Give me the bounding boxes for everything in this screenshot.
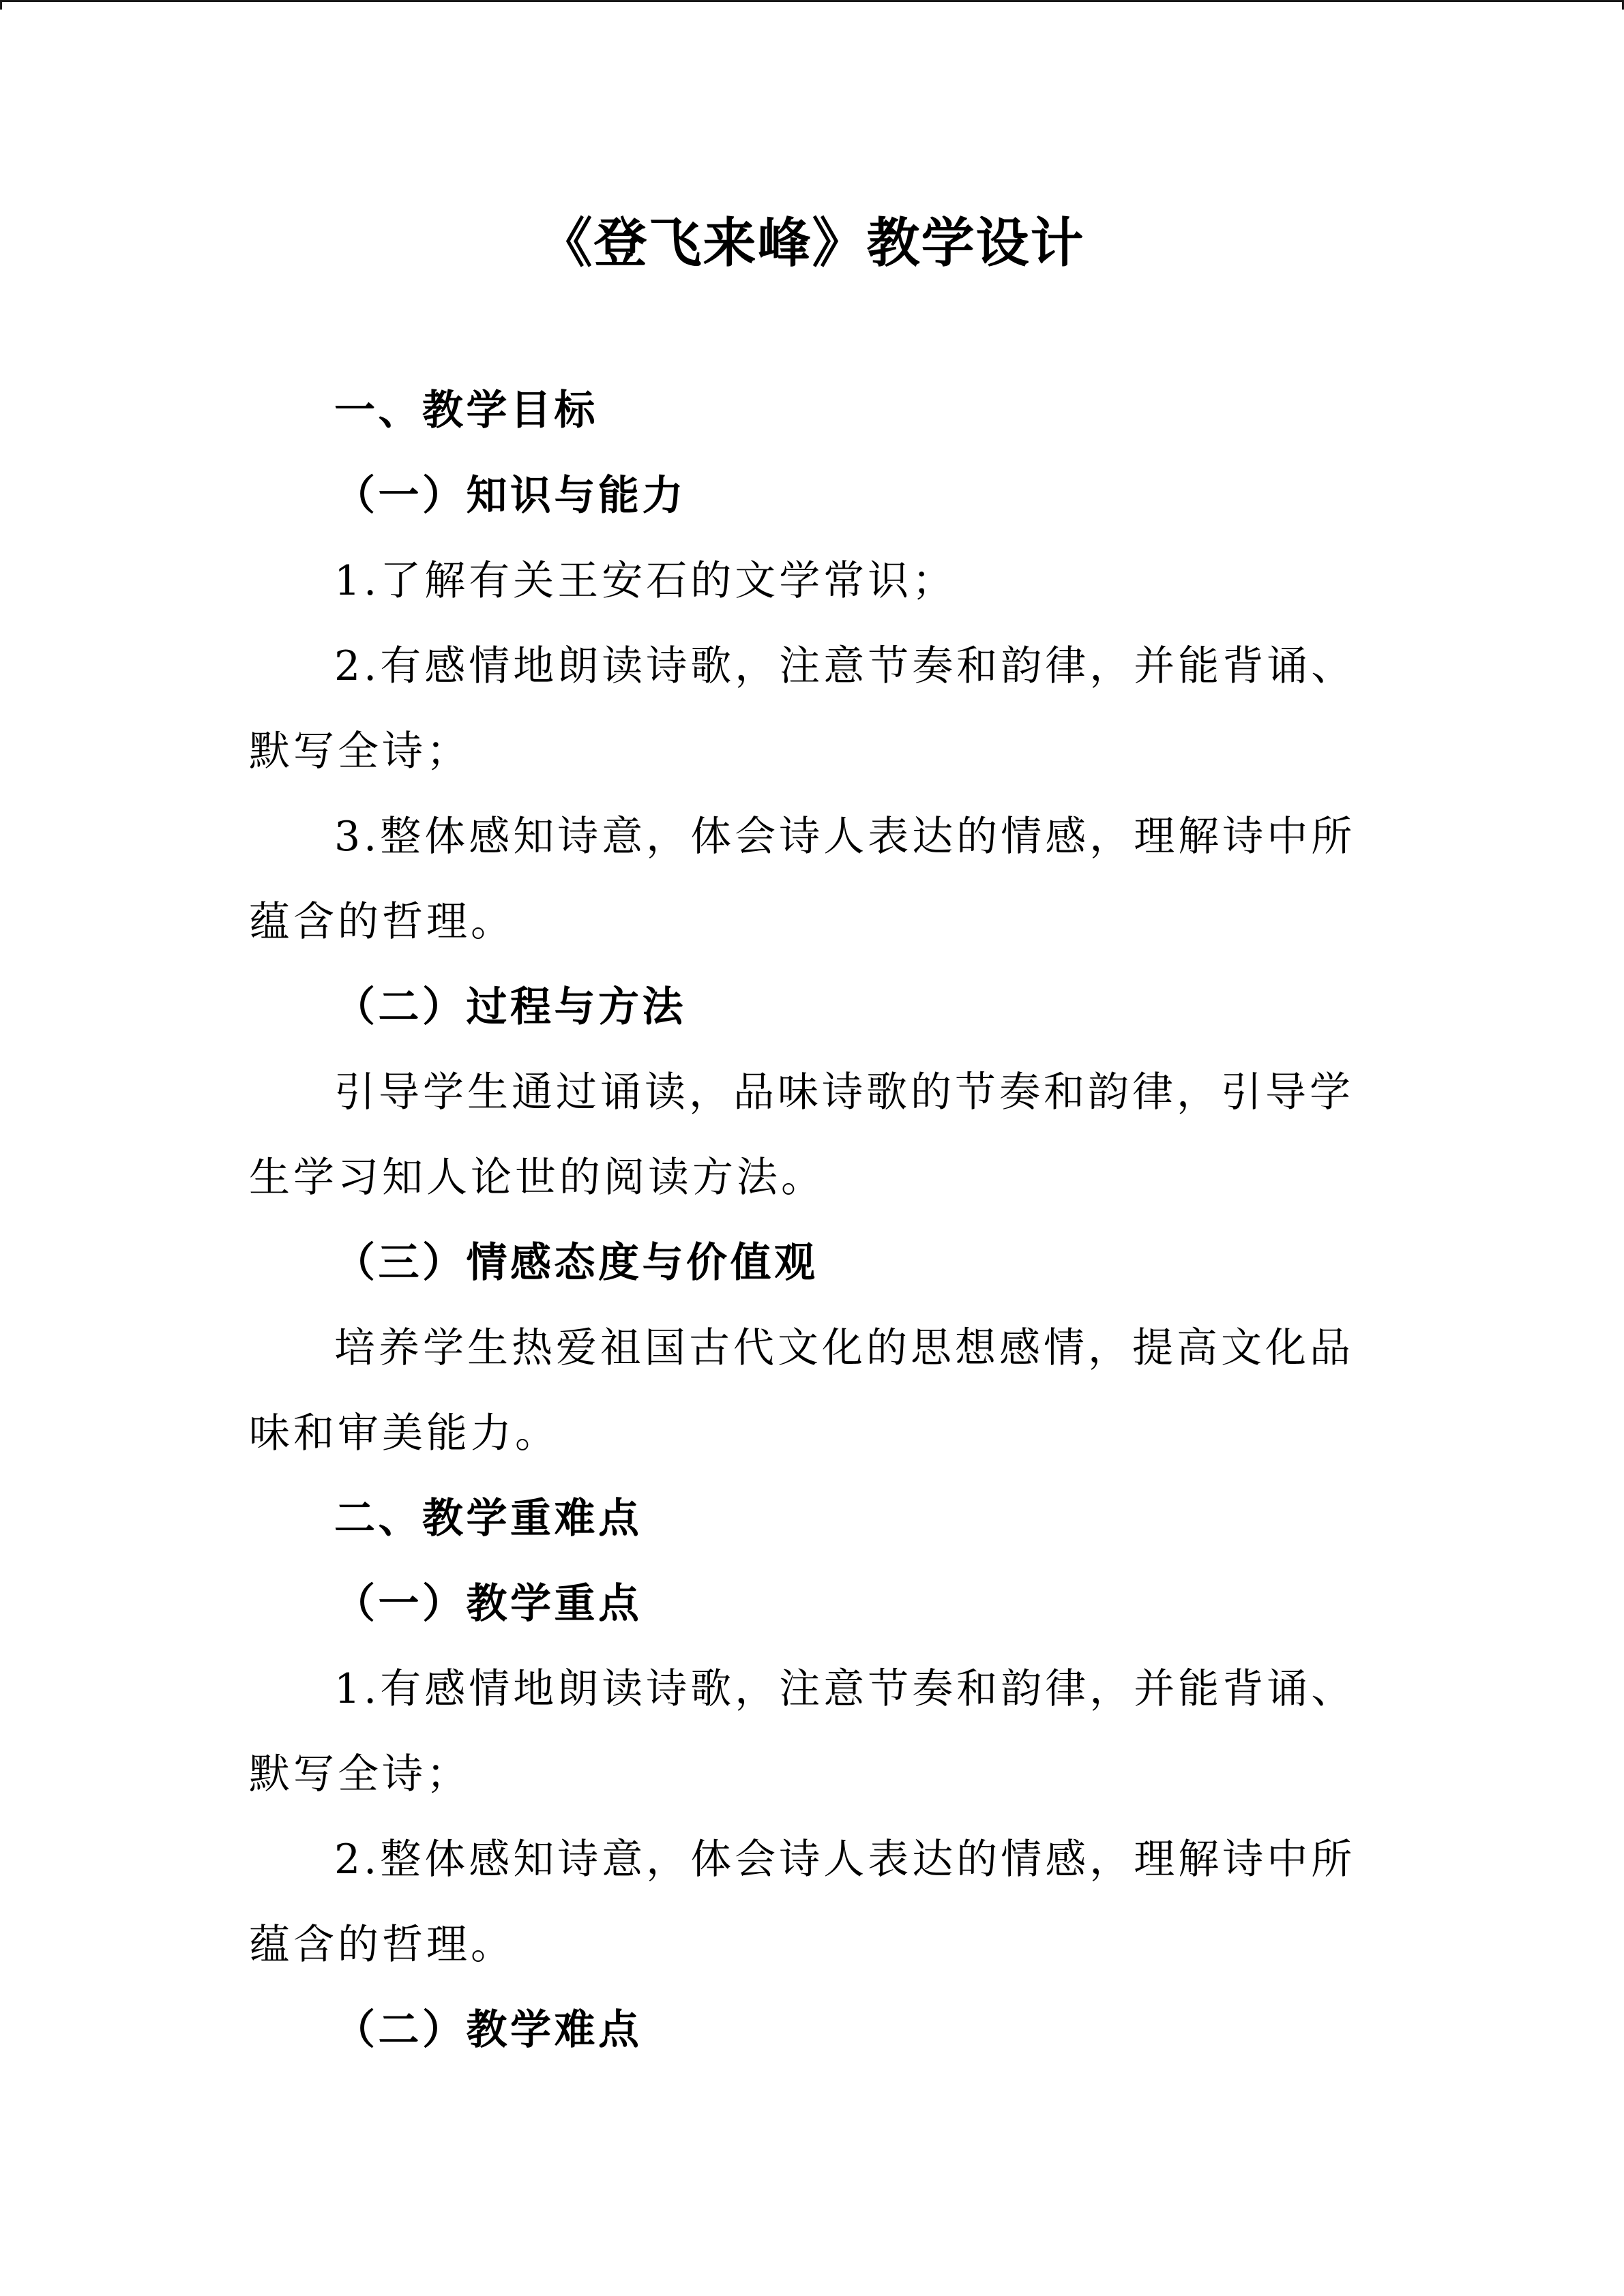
paragraph-line: 1.有感情地朗读诗歌，注意节奏和韵律，并能背诵、 xyxy=(334,1665,1356,1713)
page-top-border xyxy=(0,0,1624,2)
subsection-heading-attitude: （三）情感态度与价值观 xyxy=(334,1239,818,1287)
document-title: 《登飞来峰》教学设计 xyxy=(539,213,1085,274)
paragraph-line: 引导学生通过诵读，品味诗歌的节奏和韵律，引导学 xyxy=(334,1069,1354,1116)
paragraph-line: 默写全诗； xyxy=(249,1750,471,1798)
subsection-heading-process: （二）过程与方法 xyxy=(334,983,686,1031)
paragraph-line: 培养学生热爱祖国古代文化的思想感情，提高文化品 xyxy=(334,1324,1354,1372)
paragraph-line: 1.了解有关王安石的文学常识； xyxy=(334,557,957,605)
paragraph-line: 2.有感情地朗读诗歌，注意节奏和韵律，并能背诵、 xyxy=(334,642,1356,690)
subsection-heading-difficulty: （二）教学难点 xyxy=(334,2006,643,2054)
paragraph-line: 生学习知人论世的阅读方法。 xyxy=(249,1154,825,1202)
subsection-heading-key: （一）教学重点 xyxy=(334,1580,643,1628)
paragraph-line: 蕴含的哲理。 xyxy=(249,1921,515,1969)
paragraph-line: 蕴含的哲理。 xyxy=(249,898,515,946)
paragraph-line: 默写全诗； xyxy=(249,728,471,775)
page-left-corner-mark xyxy=(0,0,2,10)
subsection-heading-knowledge: （一）知识与能力 xyxy=(334,472,686,520)
paragraph-line: 3.整体感知诗意，体会诗人表达的情感，理解诗中所 xyxy=(334,813,1356,861)
paragraph-line: 2.整体感知诗意，体会诗人表达的情感，理解诗中所 xyxy=(334,1836,1356,1883)
section-heading-key-points: 二、教学重难点 xyxy=(334,1495,643,1542)
section-heading-objectives: 一、教学目标 xyxy=(334,387,598,434)
paragraph-line: 味和审美能力。 xyxy=(249,1410,559,1457)
